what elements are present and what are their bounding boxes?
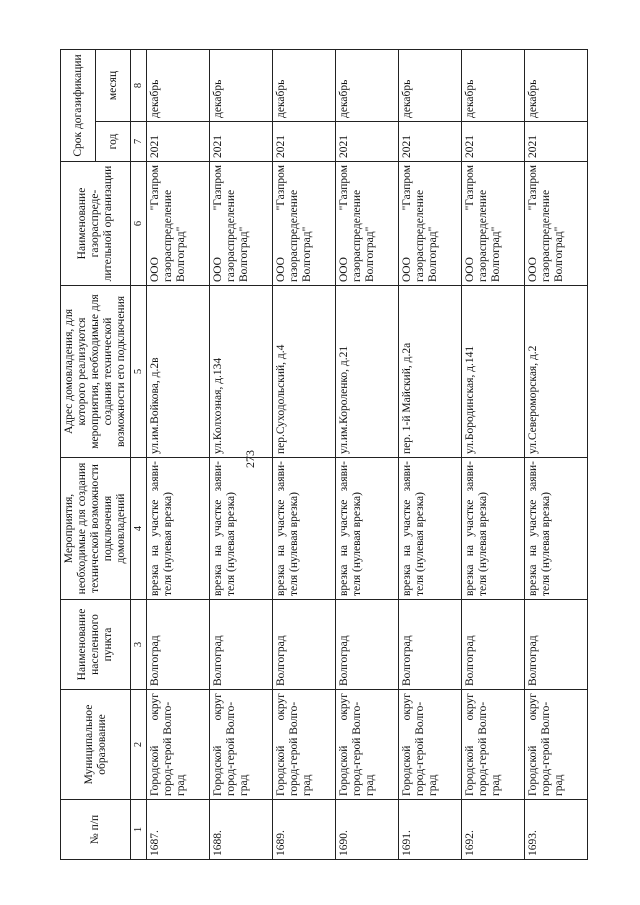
settlement-cell: Волгоград (399, 600, 462, 690)
month-cell: декабрь (210, 50, 273, 122)
municipality-kind: округ (212, 693, 224, 721)
year-cell: 2021 (399, 122, 462, 162)
column-number: 5 (131, 286, 147, 458)
address-cell: пер. 1-й Майский, д.2а (399, 286, 462, 458)
municipality-kind: округ (527, 693, 539, 721)
settlement-cell: Волгоград (147, 600, 210, 690)
month-cell: декабрь (399, 50, 462, 122)
column-number-row (131, 50, 147, 860)
municipality-name: город-герой Волго- (540, 701, 552, 796)
municipality-name-end: град (427, 774, 439, 796)
header-settlement: Наименование населенного пункта (61, 600, 131, 690)
address-cell: ул.им.Войкова, д.2в (147, 286, 210, 458)
measure-cell: врезка на участке заяви-теля (нулевая врезка) (525, 458, 588, 600)
column-number: 1 (131, 800, 147, 860)
table-row (210, 50, 273, 860)
measure-cell: врезка на участке заяви-теля (нулевая врезка) (399, 458, 462, 600)
year-cell: 2021 (525, 122, 588, 162)
municipality-name-end: град (364, 774, 376, 796)
row-number: 1688. (210, 800, 273, 860)
municipality-name: город-герой Волго- (288, 701, 300, 796)
municipality-name-end: град (490, 774, 502, 796)
municipality-kind: округ (338, 693, 350, 721)
row-number: 1690. (336, 800, 399, 860)
municipality-kind: округ (401, 693, 413, 721)
municipality-name-end: град (238, 774, 250, 796)
organization-cell: ООО "Газпром газораспределение Волгоград" (462, 162, 525, 286)
organization-cell: ООО "Газпром газораспределение Волгоград" (273, 162, 336, 286)
column-number: 2 (131, 690, 147, 800)
organization-cell: ООО "Газпром газораспределение Волгоград" (336, 162, 399, 286)
municipality-type: Городской (212, 745, 224, 796)
settlement-cell: Волгоград (273, 600, 336, 690)
municipality-cell (462, 690, 525, 800)
measure-cell: врезка на участке заяви-теля (нулевая врезка) (336, 458, 399, 600)
municipality-name: город-герой Волго- (414, 701, 426, 796)
municipality-kind: округ (275, 693, 287, 721)
municipality-name-end: град (175, 774, 187, 796)
measure-cell: врезка на участке заяви-теля (нулевая врезка) (273, 458, 336, 600)
year-cell: 2021 (210, 122, 273, 162)
municipality-name: город-герой Волго- (351, 701, 363, 796)
row-number: 1691. (399, 800, 462, 860)
table-body (147, 50, 588, 860)
municipality-kind: округ (149, 693, 161, 721)
address-cell: ул.Североморская, д.2 (525, 286, 588, 458)
header-no: № п/п (61, 800, 131, 860)
table-row (273, 50, 336, 860)
month-cell: декабрь (462, 50, 525, 122)
settlement-cell: Волгоград (525, 600, 588, 690)
organization-cell: ООО "Газпром газораспределение Волгоград" (210, 162, 273, 286)
measure-cell: врезка на участке заяви-теля (нулевая врезка) (462, 458, 525, 600)
header-month: месяц (96, 50, 131, 122)
month-cell: декабрь (525, 50, 588, 122)
municipality-cell (147, 690, 210, 800)
municipality-name: город-герой Волго- (225, 701, 237, 796)
municipality-type: Городской (464, 745, 476, 796)
municipality-type: Городской (527, 745, 539, 796)
municipality-cell (273, 690, 336, 800)
table-row (399, 50, 462, 860)
table-row (336, 50, 399, 860)
row-number: 1692. (462, 800, 525, 860)
rotated-table-container (60, 50, 615, 860)
address-cell: ул.им.Короленко, д.21 (336, 286, 399, 458)
month-cell: декабрь (273, 50, 336, 122)
month-cell: декабрь (147, 50, 210, 122)
municipality-type: Городской (149, 745, 161, 796)
table-row (525, 50, 588, 860)
municipality-name-end: град (553, 774, 565, 796)
municipality-name-end: град (301, 774, 313, 796)
column-number: 4 (131, 458, 147, 600)
organization-cell: ООО "Газпром газораспределение Волгоград" (147, 162, 210, 286)
municipality-name: город-герой Волго- (162, 701, 174, 796)
row-number: 1693. (525, 800, 588, 860)
measure-cell: врезка на участке заяви-теля (нулевая врезка) (147, 458, 210, 600)
municipality-cell (336, 690, 399, 800)
settlement-cell: Волгоград (462, 600, 525, 690)
year-cell: 2021 (336, 122, 399, 162)
table-row (147, 50, 210, 860)
settlement-cell: Волгоград (336, 600, 399, 690)
header-measures: Мероприятия, необходимые для создания технической возможности подключения домовладений (61, 458, 131, 600)
header-deadline-group: Срок догазификации (61, 50, 96, 162)
year-cell: 2021 (273, 122, 336, 162)
municipality-cell (399, 690, 462, 800)
header-municipality: Муниципальное образование (61, 690, 131, 800)
month-cell: декабрь (336, 50, 399, 122)
row-number: 1687. (147, 800, 210, 860)
address-cell: ул.Бородинская, д.141 (462, 286, 525, 458)
measure-cell: врезка на участке заяви-теля (нулевая врезка) (210, 458, 273, 600)
page-number: 273 (243, 450, 257, 468)
column-number: 7 (131, 122, 147, 162)
header-organization: Наименование газораспреде-лительной организации (61, 162, 131, 286)
year-cell: 2021 (462, 122, 525, 162)
municipality-cell (525, 690, 588, 800)
organization-cell: ООО "Газпром газораспределение Волгоград" (399, 162, 462, 286)
settlement-cell: Волгоград (210, 600, 273, 690)
municipality-type: Городской (338, 745, 350, 796)
header-year: год (96, 122, 131, 162)
organization-cell: ООО "Газпром газораспределение Волгоград" (525, 162, 588, 286)
year-cell: 2021 (147, 122, 210, 162)
municipality-type: Городской (275, 745, 287, 796)
column-number: 3 (131, 600, 147, 690)
municipality-kind: округ (464, 693, 476, 721)
header-row (61, 50, 96, 860)
column-number: 6 (131, 162, 147, 286)
row-number: 1689. (273, 800, 336, 860)
gasification-table (60, 49, 588, 860)
address-cell: пер.Суходольский, д.4 (273, 286, 336, 458)
municipality-name: город-герой Волго- (477, 701, 489, 796)
table-row (462, 50, 525, 860)
municipality-cell (210, 690, 273, 800)
address-cell: ул.Колхозная, д.134 (210, 286, 273, 458)
municipality-type: Городской (401, 745, 413, 796)
column-number: 8 (131, 50, 147, 122)
header-address: Адрес домовладения, для которого реализуются мероприятия, необходимые для создания технической возможности его подключения (61, 286, 131, 458)
